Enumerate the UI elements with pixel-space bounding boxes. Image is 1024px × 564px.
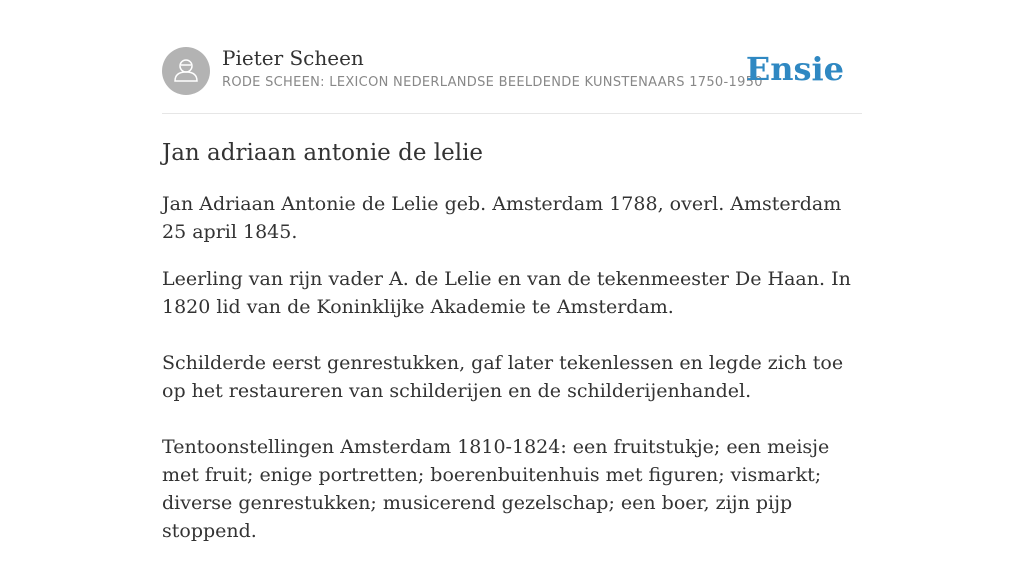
user-avatar-icon[interactable] — [162, 47, 210, 95]
paragraph: Leerling van rijn vader A. de Lelie en van de tekenmeester De Haan. In 1820 lid van de Koninklijke Akademie te Amsterdam. — [162, 268, 851, 318]
author-block — [222, 44, 763, 92]
site-logo[interactable]: Ensie — [745, 50, 844, 88]
paragraph: Tentoonstellingen Amsterdam 1810-1824: een fruitstukje; een meisje met fruit; enige portretten; boerenbuitenhuis met figuren; vismarkt; diverse genrestukken; musicerend gezelschap; een boer, zijn pijp stoppend. — [162, 436, 830, 542]
paragraph: Schilderde eerst genrestukken, gaf later tekenlessen en legde zich toe op het restaureren van schilderijen en de schilderijenhandel. — [162, 352, 844, 402]
page-container — [162, 0, 862, 564]
author-header — [162, 0, 862, 114]
author-name[interactable]: Pieter Scheen — [222, 46, 364, 70]
paragraph: Jan Adriaan Antonie de Lelie geb. Amsterdam 1788, overl. Amsterdam 25 april 1845. — [162, 193, 842, 243]
source-title[interactable]: RODE SCHEEN: LEXICON NEDERLANDSE BEELDENDE KUNSTENAARS 1750-1950 — [222, 75, 763, 90]
article-body — [162, 190, 862, 545]
article-title: Jan adriaan antonie de lelie — [162, 140, 484, 166]
